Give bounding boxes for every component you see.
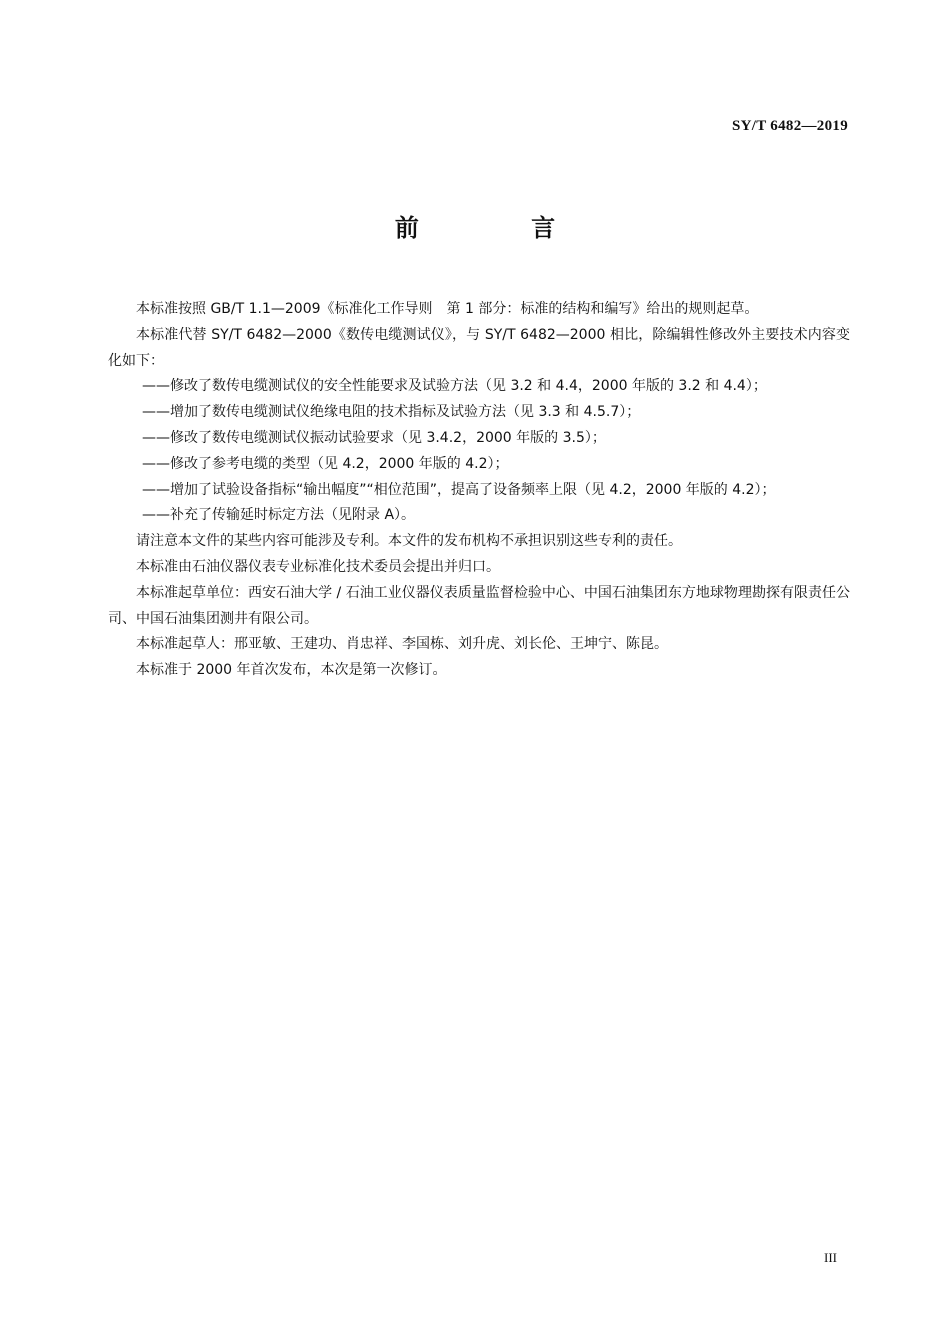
paragraph-history: 本标准于 2000 年首次发布，本次是第一次修订。 <box>136 662 447 679</box>
change-item: ——补充了传输延时标定方法（见附录 A）。 <box>142 507 416 524</box>
paragraph-patent-notice: 请注意本文件的某些内容可能涉及专利。本文件的发布机构不承担识别这些专利的责任。 <box>136 533 682 550</box>
paragraph-drafters: 本标准起草人：邢亚敏、王建功、肖忠祥、李国栋、刘升虎、刘长伦、王坤宁、陈昆。 <box>136 636 668 653</box>
body-text <box>108 297 850 684</box>
change-item: ——修改了数传电缆测试仪的安全性能要求及试验方法（见 3.2 和 4.4，2000 年版的 3.2 和 4.4）； <box>142 378 767 395</box>
paragraph-drafting-units: 本标准起草单位：西安石油大学 / 石油工业仪器仪表质量监督检验中心、中国石油集团东方地球物理勘探有限责任公司、中国石油集团测井有限公司。 <box>108 584 850 627</box>
page-number: III <box>824 1250 837 1265</box>
paragraph-proposer: 本标准由石油仪器仪表专业标准化技术委员会提出并归口。 <box>136 558 500 575</box>
standard-code: SY/T 6482—2019 <box>731 118 848 134</box>
change-item: ——增加了数传电缆测试仪绝缘电阻的技术指标及试验方法（见 3.3 和 4.5.7）； <box>142 404 641 421</box>
change-item: ——增加了试验设备指标“输出幅度”“相位范围”，提高了设备频率上限（见 4.2，2000 年版的 4.2）； <box>142 481 776 498</box>
change-item: ——修改了参考电缆的类型（见 4.2，2000 年版的 4.2）； <box>142 455 509 472</box>
change-list <box>108 374 850 529</box>
page-title: 前 言 <box>394 214 608 242</box>
paragraph-replacement: 本标准代替 SY/T 6482—2000《数传电缆测试仪》，与 SY/T 6482—2000 相比，除编辑性修改外主要技术内容变化如下： <box>108 326 850 369</box>
paragraph-drafting-rules: 本标准按照 GB/T 1.1—2009《标准化工作导则 第 1 部分：标准的结构和编写》给出的规则起草。 <box>136 301 759 317</box>
change-item: ——修改了数传电缆测试仪振动试验要求（见 3.4.2，2000 年版的 3.5）； <box>142 429 606 446</box>
